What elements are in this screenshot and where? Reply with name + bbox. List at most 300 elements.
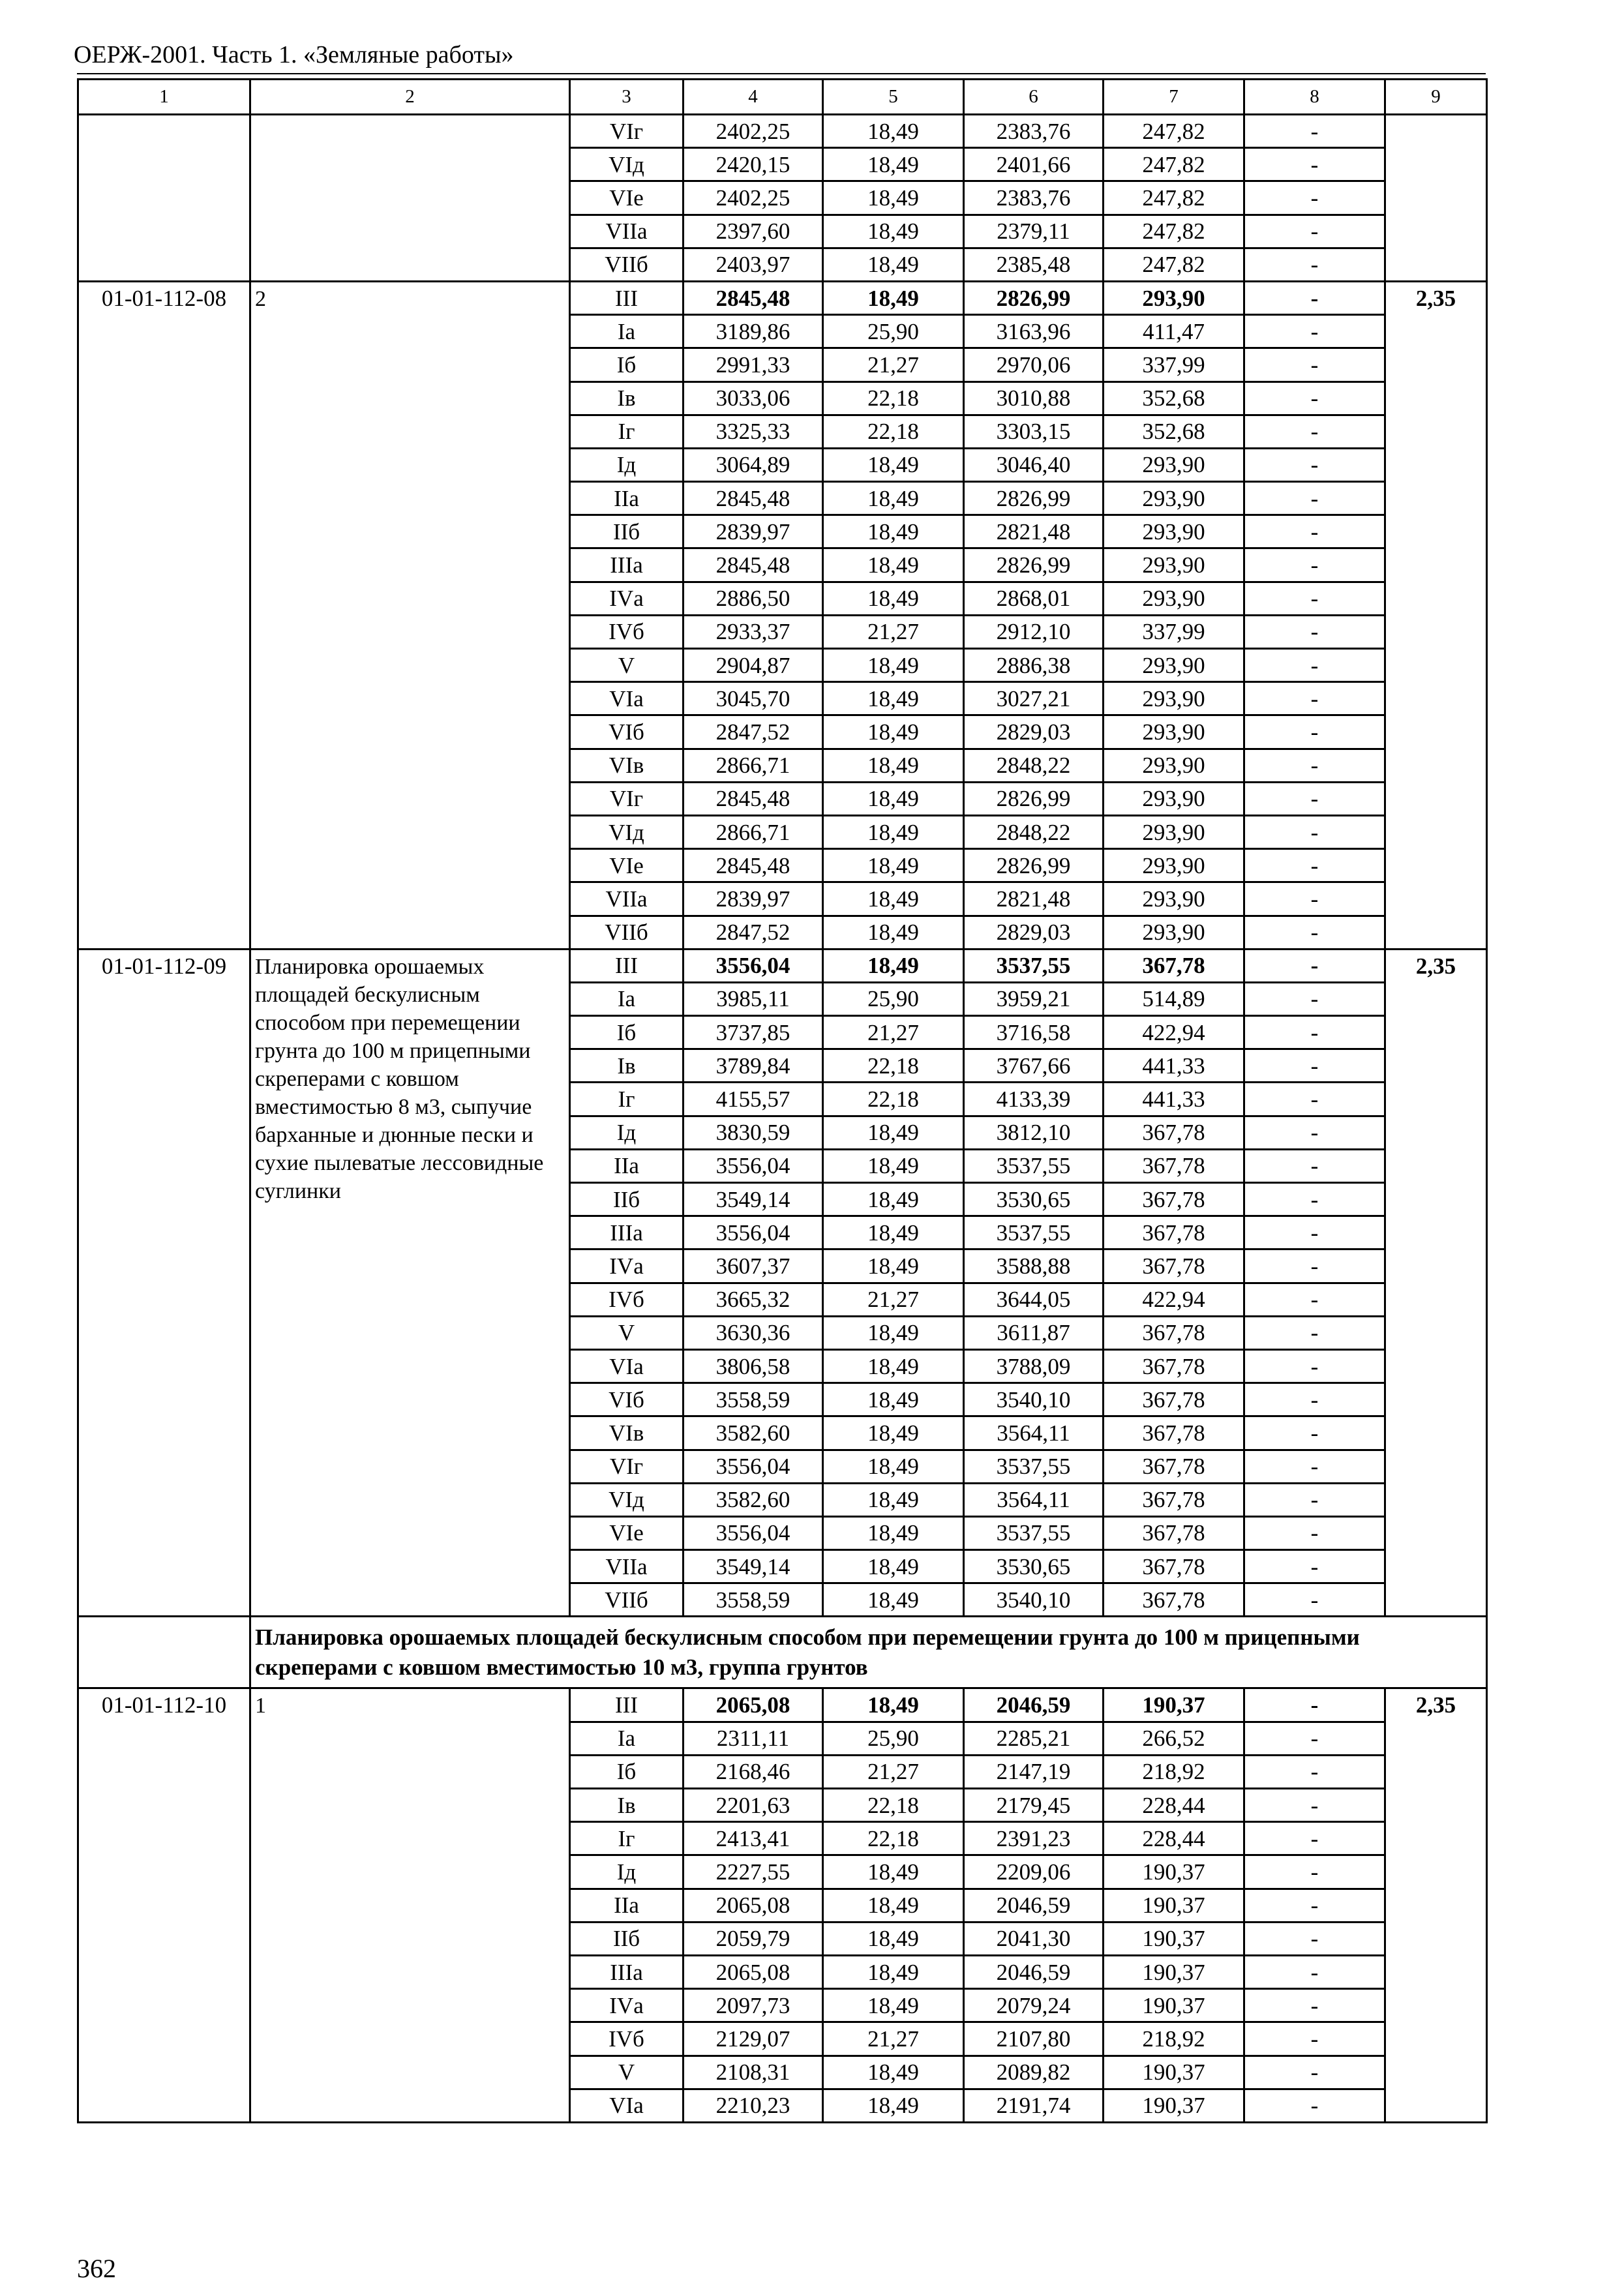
soil-group-cell: VIе [570,849,684,882]
machine-cost-cell: 3588,88 [964,1249,1104,1283]
total-cost-cell: 2839,97 [684,515,823,548]
soil-group-cell: III [570,1688,684,1722]
column-header: 5 [823,80,964,115]
soil-group-cell: Iв [570,382,684,415]
soil-group-cell: VIа [570,1349,684,1383]
machinist-wages-cell: 367,78 [1104,1383,1244,1416]
machinist-wages-cell: 266,52 [1104,1722,1244,1755]
soil-group-cell: IVа [570,1249,684,1283]
wages-cell: 18,49 [823,1922,964,1955]
wages-cell: 18,49 [823,1249,964,1283]
wages-cell: 18,49 [823,1383,964,1416]
materials-cell: - [1244,782,1385,815]
total-cost-cell: 3789,84 [684,1049,823,1083]
machine-cost-cell: 2209,06 [964,1855,1104,1889]
total-cost-cell: 2311,11 [684,1722,823,1755]
wages-cell: 18,49 [823,1889,964,1922]
materials-cell: - [1244,1922,1385,1955]
total-cost-cell: 3806,58 [684,1349,823,1383]
soil-group-cell: Iг [570,415,684,448]
total-cost-cell: 3582,60 [684,1416,823,1450]
total-cost-cell: 2839,97 [684,882,823,916]
machinist-wages-cell: 190,37 [1104,1989,1244,2022]
soil-group-cell: IIIа [570,1216,684,1249]
column-header: 4 [684,80,823,115]
machinist-wages-cell: 367,78 [1104,1249,1244,1283]
machinist-wages-cell: 190,37 [1104,1922,1244,1955]
machinist-wages-cell: 293,90 [1104,715,1244,749]
wages-cell: 18,49 [823,1416,964,1450]
page-header-title: ОЕРЖ-2001. Часть 1. «Земляные работы» [74,41,514,68]
total-cost-cell: 2845,48 [684,849,823,882]
soil-group-cell: IVа [570,1989,684,2022]
wages-cell: 18,49 [823,148,964,181]
machine-cost-cell: 3046,40 [964,448,1104,481]
soil-group-cell: VIIа [570,882,684,916]
materials-cell: - [1244,982,1385,1015]
total-cost-cell: 2845,48 [684,548,823,582]
soil-group-cell: VIд [570,1483,684,1516]
wages-cell: 22,18 [823,1822,964,1855]
code-cell [78,115,250,282]
wages-cell: 18,49 [823,281,964,314]
total-cost-cell: 2403,97 [684,248,823,281]
column-header: 9 [1385,80,1487,115]
table-row [78,115,1487,148]
machinist-wages-cell: 514,89 [1104,982,1244,1015]
soil-group-cell: VIIа [570,215,684,248]
machine-cost-cell: 3537,55 [964,1149,1104,1182]
machinist-wages-cell: 293,90 [1104,281,1244,314]
machine-cost-cell: 2179,45 [964,1789,1104,1822]
total-cost-cell: 2991,33 [684,348,823,382]
materials-cell: - [1244,1989,1385,2022]
soil-group-cell: IIа [570,1149,684,1182]
soil-group-cell: VIIб [570,1583,684,1617]
materials-cell: - [1244,1483,1385,1516]
machine-cost-cell: 3530,65 [964,1183,1104,1216]
machine-cost-cell: 2401,66 [964,148,1104,181]
materials-cell: - [1244,215,1385,248]
wages-cell: 18,49 [823,515,964,548]
wages-cell: 18,49 [823,2056,964,2089]
materials-cell: - [1244,1416,1385,1450]
coefficient-cell [1385,115,1487,282]
materials-cell: - [1244,1450,1385,1483]
materials-cell: - [1244,382,1385,415]
machinist-wages-cell: 367,78 [1104,1583,1244,1617]
soil-group-cell: IIа [570,1889,684,1922]
machine-cost-cell: 2970,06 [964,348,1104,382]
materials-cell: - [1244,2089,1385,2122]
materials-cell: - [1244,815,1385,848]
machinist-wages-cell: 441,33 [1104,1049,1244,1083]
column-header: 1 [78,80,250,115]
soil-group-cell: VIд [570,815,684,848]
materials-cell: - [1244,715,1385,749]
total-cost-cell: 2059,79 [684,1922,823,1955]
total-cost-cell: 2402,25 [684,181,823,215]
materials-cell: - [1244,115,1385,148]
machine-cost-cell: 3530,65 [964,1550,1104,1583]
machine-cost-cell: 2046,59 [964,1889,1104,1922]
wages-cell: 18,49 [823,548,964,582]
materials-cell: - [1244,582,1385,615]
wages-cell: 18,49 [823,1216,964,1249]
header-rule [77,73,1486,74]
soil-group-cell: IIIа [570,1955,684,1988]
total-cost-cell: 2129,07 [684,2022,823,2056]
wages-cell: 18,49 [823,1483,964,1516]
page-number: 362 [77,2254,116,2283]
machine-cost-cell: 3564,11 [964,1483,1104,1516]
machinist-wages-cell: 293,90 [1104,849,1244,882]
total-cost-cell: 2886,50 [684,582,823,615]
wages-cell: 18,49 [823,849,964,882]
soil-group-cell: Iб [570,348,684,382]
wages-cell: 18,49 [823,882,964,916]
machinist-wages-cell: 293,90 [1104,448,1244,481]
total-cost-cell: 3549,14 [684,1183,823,1216]
materials-cell: - [1244,1349,1385,1383]
total-cost-cell: 2866,71 [684,749,823,782]
machinist-wages-cell: 411,47 [1104,315,1244,348]
machine-cost-cell: 2079,24 [964,1989,1104,2022]
materials-cell: - [1244,1583,1385,1617]
machine-cost-cell: 2385,48 [964,248,1104,281]
total-cost-cell: 2097,73 [684,1989,823,2022]
machinist-wages-cell: 190,37 [1104,2056,1244,2089]
total-cost-cell: 2108,31 [684,2056,823,2089]
total-cost-cell: 2847,52 [684,916,823,949]
machinist-wages-cell: 228,44 [1104,1822,1244,1855]
soil-group-cell: IIб [570,515,684,548]
machinist-wages-cell: 190,37 [1104,1855,1244,1889]
machine-cost-cell: 3027,21 [964,682,1104,715]
materials-cell: - [1244,1216,1385,1249]
soil-group-cell: IIб [570,1922,684,1955]
soil-group-cell: IVб [570,1283,684,1316]
machinist-wages-cell: 367,78 [1104,1116,1244,1149]
machinist-wages-cell: 247,82 [1104,148,1244,181]
soil-group-cell: Iв [570,1049,684,1083]
total-cost-cell: 3556,04 [684,1149,823,1182]
materials-cell: - [1244,1755,1385,1788]
wages-cell: 18,49 [823,1116,964,1149]
materials-cell: - [1244,1183,1385,1216]
materials-cell: - [1244,1016,1385,1049]
wages-cell: 18,49 [823,1516,964,1549]
machinist-wages-cell: 422,94 [1104,1283,1244,1316]
machine-cost-cell: 2383,76 [964,115,1104,148]
materials-cell: - [1244,1889,1385,1922]
total-cost-cell: 3582,60 [684,1483,823,1516]
machinist-wages-cell: 367,78 [1104,1316,1244,1349]
materials-cell: - [1244,1550,1385,1583]
machinist-wages-cell: 367,78 [1104,949,1244,982]
machinist-wages-cell: 352,68 [1104,382,1244,415]
soil-group-cell: VIв [570,1416,684,1450]
section-empty-cell [78,1617,250,1688]
materials-cell: - [1244,1383,1385,1416]
machine-cost-cell: 2826,99 [964,849,1104,882]
wages-cell: 18,49 [823,1583,964,1617]
soil-group-cell: Iг [570,1083,684,1116]
wages-cell: 22,18 [823,382,964,415]
materials-cell: - [1244,515,1385,548]
soil-group-cell: IIб [570,1183,684,1216]
total-cost-cell: 3985,11 [684,982,823,1015]
column-header: 7 [1104,80,1244,115]
column-header-row [78,80,1487,115]
coefficient-cell: 2,35 [1385,949,1487,1617]
soil-group-cell: IVб [570,615,684,648]
total-cost-cell: 2227,55 [684,1855,823,1889]
machine-cost-cell: 2826,99 [964,482,1104,515]
wages-cell: 18,49 [823,916,964,949]
materials-cell: - [1244,1955,1385,1988]
machine-cost-cell: 3564,11 [964,1416,1104,1450]
total-cost-cell: 3630,36 [684,1316,823,1349]
total-cost-cell: 4155,57 [684,1083,823,1116]
materials-cell: - [1244,882,1385,916]
machinist-wages-cell: 367,78 [1104,1183,1244,1216]
wages-cell: 25,90 [823,315,964,348]
total-cost-cell: 3549,14 [684,1550,823,1583]
soil-group-cell: Iб [570,1016,684,1049]
total-cost-cell: 2413,41 [684,1822,823,1855]
wages-cell: 18,49 [823,215,964,248]
machine-cost-cell: 3303,15 [964,415,1104,448]
soil-group-cell: VIб [570,1383,684,1416]
total-cost-cell: 2845,48 [684,482,823,515]
materials-cell: - [1244,1116,1385,1149]
materials-cell: - [1244,682,1385,715]
soil-group-cell: VIг [570,782,684,815]
machinist-wages-cell: 293,90 [1104,782,1244,815]
machinist-wages-cell: 441,33 [1104,1083,1244,1116]
materials-cell: - [1244,1049,1385,1083]
materials-cell: - [1244,1822,1385,1855]
machine-cost-cell: 2041,30 [964,1922,1104,1955]
materials-cell: - [1244,2056,1385,2089]
machine-cost-cell: 3812,10 [964,1116,1104,1149]
wages-cell: 18,49 [823,1316,964,1349]
wages-cell: 18,49 [823,1955,964,1988]
table-row [78,949,1487,982]
materials-cell: - [1244,482,1385,515]
wages-cell: 18,49 [823,181,964,215]
soil-group-cell: VIг [570,1450,684,1483]
total-cost-cell: 2402,25 [684,115,823,148]
soil-group-cell: VIв [570,749,684,782]
total-cost-cell: 3064,89 [684,448,823,481]
wages-cell: 18,49 [823,682,964,715]
wages-cell: 18,49 [823,248,964,281]
wages-cell: 18,49 [823,749,964,782]
machinist-wages-cell: 422,94 [1104,1016,1244,1049]
machinist-wages-cell: 337,99 [1104,615,1244,648]
description-cell: 1 [250,1688,570,2122]
machinist-wages-cell: 190,37 [1104,1688,1244,1722]
code-cell: 01-01-112-10 [78,1688,250,2122]
soil-group-cell: VIа [570,682,684,715]
table-row [78,281,1487,314]
section-title-row [78,1617,1487,1688]
total-cost-cell: 3737,85 [684,1016,823,1049]
soil-group-cell: Iа [570,1722,684,1755]
soil-group-cell: III [570,281,684,314]
machine-cost-cell: 3537,55 [964,1516,1104,1549]
total-cost-cell: 3830,59 [684,1116,823,1149]
soil-group-cell: VIб [570,715,684,749]
machine-cost-cell: 3611,87 [964,1316,1104,1349]
materials-cell: - [1244,1149,1385,1182]
description-cell: 2 [250,281,570,949]
materials-cell: - [1244,148,1385,181]
machinist-wages-cell: 293,90 [1104,682,1244,715]
machine-cost-cell: 2821,48 [964,515,1104,548]
materials-cell: - [1244,1855,1385,1889]
wages-cell: 18,49 [823,2089,964,2122]
machine-cost-cell: 3163,96 [964,315,1104,348]
wages-cell: 18,49 [823,582,964,615]
machinist-wages-cell: 293,90 [1104,649,1244,682]
machinist-wages-cell: 367,78 [1104,1550,1244,1583]
machinist-wages-cell: 190,37 [1104,2089,1244,2122]
total-cost-cell: 2201,63 [684,1789,823,1822]
machine-cost-cell: 2383,76 [964,181,1104,215]
coefficient-cell: 2,35 [1385,281,1487,949]
coefficient-cell: 2,35 [1385,1688,1487,2122]
wages-cell: 18,49 [823,1989,964,2022]
total-cost-cell: 2210,23 [684,2089,823,2122]
machine-cost-cell: 3788,09 [964,1349,1104,1383]
wages-cell: 22,18 [823,1789,964,1822]
wages-cell: 21,27 [823,1755,964,1788]
total-cost-cell: 2168,46 [684,1755,823,1788]
total-cost-cell: 3607,37 [684,1249,823,1283]
machinist-wages-cell: 190,37 [1104,1889,1244,1922]
column-header: 8 [1244,80,1385,115]
soil-group-cell: Iв [570,1789,684,1822]
machine-cost-cell: 3767,66 [964,1049,1104,1083]
machinist-wages-cell: 293,90 [1104,916,1244,949]
machinist-wages-cell: 293,90 [1104,815,1244,848]
machine-cost-cell: 3537,55 [964,949,1104,982]
materials-cell: - [1244,1516,1385,1549]
materials-cell: - [1244,315,1385,348]
wages-cell: 18,49 [823,1149,964,1182]
soil-group-cell: Iг [570,1822,684,1855]
machine-cost-cell: 2912,10 [964,615,1104,648]
wages-cell: 18,49 [823,1550,964,1583]
wages-cell: 25,90 [823,1722,964,1755]
total-cost-cell: 2065,08 [684,1955,823,1988]
wages-cell: 21,27 [823,1283,964,1316]
machinist-wages-cell: 367,78 [1104,1516,1244,1549]
machinist-wages-cell: 293,90 [1104,882,1244,916]
machine-cost-cell: 2829,03 [964,715,1104,749]
materials-cell: - [1244,949,1385,982]
materials-cell: - [1244,916,1385,949]
wages-cell: 22,18 [823,1049,964,1083]
machinist-wages-cell: 367,78 [1104,1149,1244,1182]
materials-cell: - [1244,1688,1385,1722]
wages-cell: 22,18 [823,415,964,448]
machine-cost-cell: 3716,58 [964,1016,1104,1049]
materials-cell: - [1244,649,1385,682]
machinist-wages-cell: 293,90 [1104,582,1244,615]
soil-group-cell: Iа [570,982,684,1015]
materials-cell: - [1244,615,1385,648]
soil-group-cell: VIд [570,148,684,181]
machine-cost-cell: 2379,11 [964,215,1104,248]
soil-group-cell: Iа [570,315,684,348]
total-cost-cell: 3189,86 [684,315,823,348]
column-header: 2 [250,80,570,115]
soil-group-cell: III [570,949,684,982]
wages-cell: 18,49 [823,115,964,148]
total-cost-cell: 2866,71 [684,815,823,848]
machine-cost-cell: 3959,21 [964,982,1104,1015]
wages-cell: 18,49 [823,1688,964,1722]
machine-cost-cell: 2046,59 [964,1688,1104,1722]
total-cost-cell: 3556,04 [684,1516,823,1549]
machine-cost-cell: 3540,10 [964,1583,1104,1617]
machinist-wages-cell: 218,92 [1104,1755,1244,1788]
machine-cost-cell: 4133,39 [964,1083,1104,1116]
materials-cell: - [1244,415,1385,448]
table-row [78,1688,1487,1722]
soil-group-cell: Iд [570,1116,684,1149]
table-body [78,80,1487,2123]
soil-group-cell: V [570,2056,684,2089]
materials-cell: - [1244,281,1385,314]
wages-cell: 21,27 [823,348,964,382]
materials-cell: - [1244,1283,1385,1316]
total-cost-cell: 3325,33 [684,415,823,448]
machine-cost-cell: 2826,99 [964,782,1104,815]
total-cost-cell: 3556,04 [684,1216,823,1249]
total-cost-cell: 3556,04 [684,1450,823,1483]
total-cost-cell: 2845,48 [684,281,823,314]
wages-cell: 21,27 [823,1016,964,1049]
machinist-wages-cell: 247,82 [1104,248,1244,281]
soil-group-cell: VIе [570,1516,684,1549]
wages-cell: 18,49 [823,1349,964,1383]
machine-cost-cell: 2848,22 [964,749,1104,782]
soil-group-cell: Iд [570,1855,684,1889]
machine-cost-cell: 2886,38 [964,649,1104,682]
materials-cell: - [1244,1789,1385,1822]
machinist-wages-cell: 293,90 [1104,749,1244,782]
machinist-wages-cell: 247,82 [1104,115,1244,148]
soil-group-cell: VIIб [570,248,684,281]
machinist-wages-cell: 367,78 [1104,1450,1244,1483]
materials-cell: - [1244,181,1385,215]
soil-group-cell: IIIа [570,548,684,582]
machine-cost-cell: 2089,82 [964,2056,1104,2089]
wages-cell: 18,49 [823,649,964,682]
machine-cost-cell: 2191,74 [964,2089,1104,2122]
wages-cell: 21,27 [823,2022,964,2056]
total-cost-cell: 2904,87 [684,649,823,682]
total-cost-cell: 3665,32 [684,1283,823,1316]
description-cell [250,115,570,282]
column-header: 3 [570,80,684,115]
machine-cost-cell: 3644,05 [964,1283,1104,1316]
